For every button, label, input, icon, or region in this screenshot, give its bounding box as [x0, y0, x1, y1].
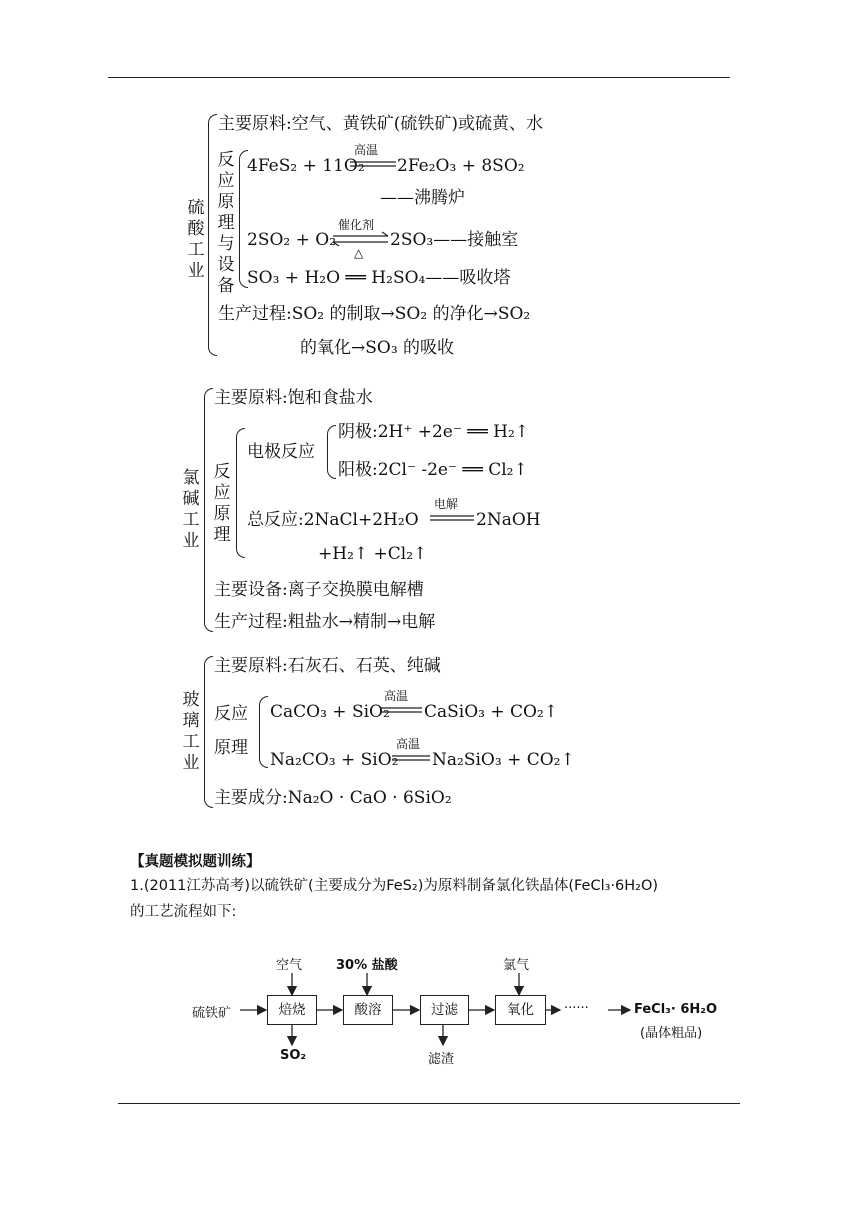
sulfuric-eq2-right: 2SO₃——接触室 [390, 230, 519, 250]
glass-title: 玻璃工业 [182, 690, 200, 773]
sulfuric-eq1-cond: 高温 [354, 143, 379, 157]
exercise-heading: 【真题模拟题训练】 [130, 854, 261, 870]
flow-residue: 滤渣 [428, 1052, 455, 1067]
chlor-total-left: 总反应:2NaCl+2H₂O [247, 510, 419, 530]
flow-acid: 30% 盐酸 [336, 958, 398, 973]
chlor-total-right: 2NaOH [476, 510, 541, 530]
glass-eq1-left: CaCO₃ + SiO₂ [270, 702, 390, 722]
flow-dots: ······ [564, 1001, 589, 1016]
chlor-anode: 阳极:2Cl⁻ -2e⁻ ══ Cl₂↑ [338, 460, 528, 480]
flow-step-acid: 酸溶 [343, 995, 393, 1025]
sulfuric-eq1-device: ——沸腾炉 [380, 188, 465, 208]
chlor-title: 氯碱工业 [182, 468, 200, 551]
flow-step-roast: 焙烧 [267, 995, 317, 1025]
glass-eq2-left: Na₂CO₃ + SiO₂ [270, 750, 399, 770]
sulfuric-process-1: 生产过程:SO₂ 的制取→SO₂ 的净化→SO₂ [218, 304, 531, 324]
flow-chlorine: 氯气 [503, 958, 530, 973]
chlor-total-cond: 电解 [434, 497, 459, 511]
glass-eq2-right: Na₂SiO₃ + CO₂↑ [432, 750, 575, 770]
chlor-electrode-label: 电极反应 [247, 442, 315, 462]
exercise-q1-line1: 1.(2011江苏高考)以硫铁矿(主要成分为FeS₂)为原料制备氯化铁晶体(FeCl₃·6H₂O) [130, 878, 659, 894]
glass-eq2-cond: 高温 [396, 737, 421, 751]
sulfuric-eq2-cond-bottom: △ [354, 246, 364, 260]
glass-component: 主要成分:Na₂O · CaO · 6SiO₂ [214, 788, 452, 808]
sulfuric-eq2-cond-top: 催化剂 [338, 218, 375, 232]
flow-step-filter: 过滤 [420, 995, 469, 1025]
sulfuric-raw: 主要原料:空气、黄铁矿(硫铁矿)或硫黄、水 [218, 114, 543, 134]
sulfuric-eq2-left: 2SO₂ + O₂ [247, 230, 337, 250]
sulfuric-eq1-left: 4FeS₂ + 11O₂ [247, 156, 365, 176]
bottom-rule [118, 1103, 740, 1104]
glass-eq1-right: CaSiO₃ + CO₂↑ [424, 702, 559, 722]
sulfuric-reaction-label: 反应原理与设备 [217, 150, 235, 296]
glass-reaction-label-2: 原理 [214, 738, 248, 758]
chlor-equipment: 主要设备:离子交换膜电解槽 [214, 580, 424, 600]
sulfuric-eq1-right: 2Fe₂O₃ + 8SO₂ [397, 156, 525, 176]
chlor-raw: 主要原料:饱和食盐水 [214, 388, 373, 408]
sulfuric-eq3: SO₃ + H₂O ══ H₂SO₄——吸收塔 [247, 268, 511, 288]
flow-product-note: (晶体粗品) [640, 1026, 703, 1041]
flow-product: FeCl₃· 6H₂O [634, 1002, 717, 1017]
sulfuric-title: 硫酸工业 [187, 198, 205, 281]
flow-input: 硫铁矿 [192, 1006, 232, 1021]
exercise-q1-line2: 的工艺流程如下: [130, 904, 237, 920]
sulfuric-process-2: 的氧化→SO₃ 的吸收 [300, 338, 455, 358]
glass-raw: 主要原料:石灰石、石英、纯碱 [214, 656, 441, 676]
glass-reaction-label-1: 反应 [214, 704, 248, 724]
flow-air: 空气 [276, 958, 303, 973]
glass-eq1-cond: 高温 [384, 689, 409, 703]
chlor-process: 生产过程:粗盐水→精制→电解 [214, 612, 436, 632]
flow-step-oxidize: 氧化 [495, 995, 546, 1025]
flow-so2: SO₂ [280, 1048, 307, 1063]
chlor-reaction-label: 反应原理 [213, 462, 231, 545]
chlor-total-2: +H₂↑ +Cl₂↑ [318, 544, 428, 564]
chlor-cathode: 阴极:2H⁺ +2e⁻ ══ H₂↑ [338, 422, 530, 442]
